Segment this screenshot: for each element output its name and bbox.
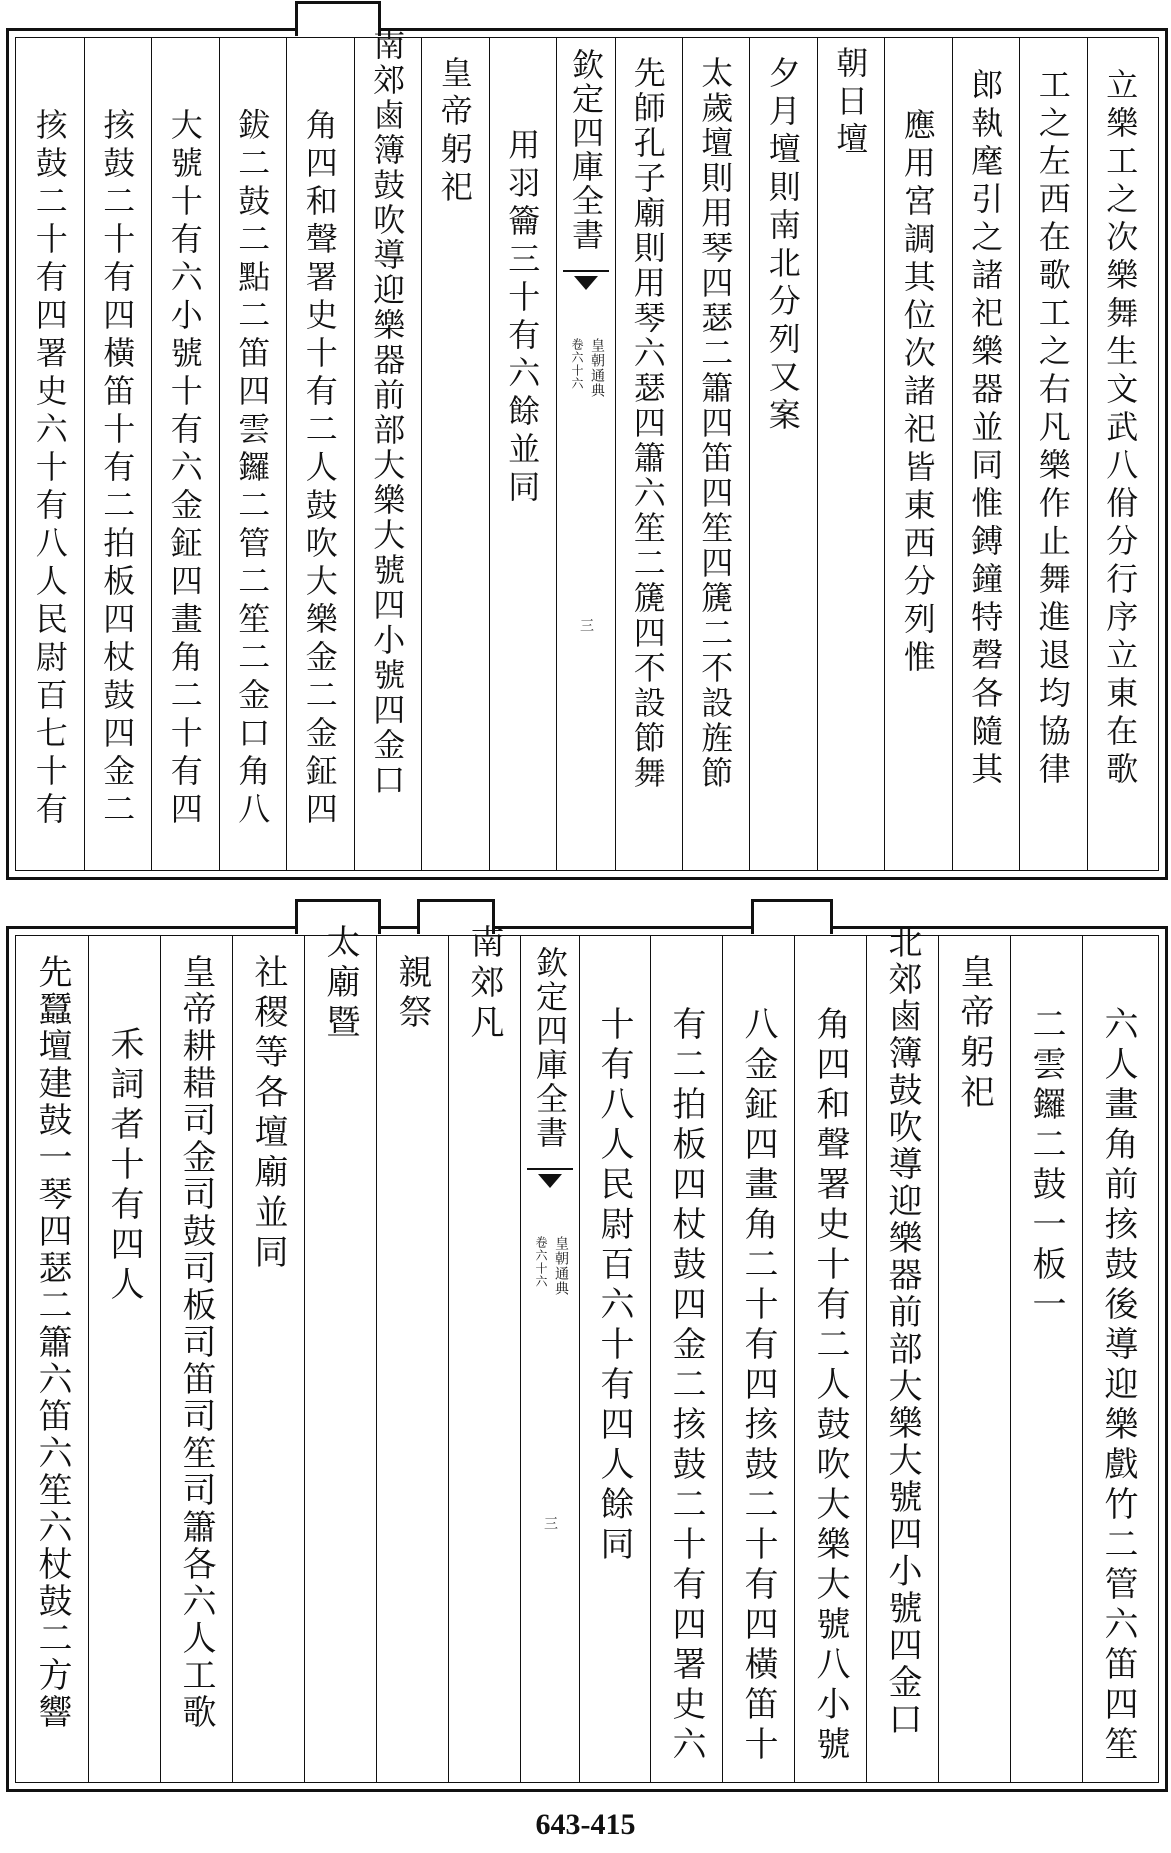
top-col-16 — [16, 38, 85, 870]
top-col-11 — [354, 28, 423, 870]
bottom-tab-beijiao — [751, 899, 833, 934]
top-col-15 — [84, 38, 153, 870]
text-line: 先蠶壇建鼓一琴四瑟二簫六笛六笙六杖鼓二方響 — [32, 954, 72, 1731]
text-line: 皇帝躬祀 — [954, 954, 994, 1114]
fish-tail-mark — [563, 270, 609, 300]
bottom-col-14 — [88, 936, 161, 1782]
text-line: 角四和聲署史十有二人鼓吹大樂金二金鉦四 — [300, 108, 339, 830]
volume-title: 皇朝通典 — [553, 1236, 569, 1296]
bottom-col-4 — [866, 924, 939, 1782]
text-line: 社稷等各壇廟並同 — [248, 954, 288, 1274]
book-title: 欽定四庫全書 — [567, 48, 605, 252]
top-center-band — [556, 38, 616, 870]
text-line: 大號十有六小號十有六金鉦四畫角二十有四 — [165, 108, 204, 830]
text-line: 㧡鼓二十有四橫笛十有二拍板四杖鼓四金二 — [98, 108, 137, 830]
top-page-frame — [15, 28, 1159, 871]
top-col-1 — [1087, 38, 1155, 870]
top-col-7 — [682, 38, 751, 870]
text-line: 夕月壇則南北分列又案 — [763, 56, 802, 436]
bottom-col-3 — [938, 936, 1011, 1782]
bottom-col-13 — [160, 936, 233, 1782]
text-line: 郎執麾引之諸祀樂器並同惟鎛鐘特磬各隨其 — [966, 68, 1005, 790]
text-line: 先師孔子廟則用琴六瑟四簫六笙二篪四不設節舞 — [628, 56, 667, 791]
bottom-col-5 — [794, 936, 867, 1782]
bottom-col-6 — [722, 936, 795, 1782]
text-line: 南郊凡 — [464, 924, 504, 1044]
text-line: 朝日壇 — [831, 46, 870, 160]
text-line: 北郊鹵簿鼓吹導迎樂器前部大樂大號四小號四金口 — [882, 924, 922, 1738]
text-line: 禾詞者十有四人 — [104, 1026, 144, 1306]
bottom-col-10 — [376, 936, 449, 1782]
folio-number: 三 — [578, 618, 594, 632]
text-line: 應用宮調其位次諸祀皆東西分列惟 — [898, 108, 937, 678]
bottom-col-9 — [448, 924, 521, 1782]
top-col-8 — [614, 38, 683, 870]
text-line: 皇帝耕耤司金司鼓司板司笛司笙司簫各六人工歌 — [176, 954, 216, 1731]
text-line: 二雲鑼二鼓一板一 — [1026, 1006, 1066, 1326]
text-line: 太歲壇則用琴四瑟二簫四笛四笙四篪二不設旌節 — [696, 56, 735, 791]
text-line: 工之左西在歌工之右凡樂作止舞進退均協律 — [1033, 68, 1072, 790]
top-col-5 — [817, 38, 886, 870]
bottom-col-1 — [1082, 936, 1154, 1782]
text-line: 有二拍板四杖鼓四金二㧡鼓二十有四署史六 — [666, 1006, 706, 1766]
folio-number: 三 — [542, 1516, 558, 1530]
text-line: 親祭 — [392, 954, 432, 1034]
top-col-9 — [489, 38, 558, 870]
top-col-2 — [1019, 38, 1088, 870]
text-line: 南郊鹵簿鼓吹導迎樂器前部大樂大號四小號四金口 — [368, 28, 407, 798]
text-line: 十有八人民尉百六十有四人餘同 — [594, 1006, 634, 1566]
text-line: 角四和聲署史十有二人鼓吹大樂大號八小號 — [810, 1006, 850, 1766]
bottom-col-2 — [1010, 936, 1083, 1782]
chapter-number: 卷六十六 — [534, 1236, 548, 1288]
bottom-col-8 — [578, 936, 651, 1782]
chapter-number: 卷六十六 — [570, 338, 584, 390]
top-col-12 — [286, 38, 355, 870]
book-title: 欽定四庫全書 — [531, 946, 569, 1150]
text-line: 立樂工之次樂舞生文武八佾分行序立東在歌 — [1101, 68, 1140, 790]
text-line: 用羽籥三十有六餘並同 — [503, 128, 542, 508]
bottom-page-frame — [15, 924, 1159, 1783]
top-col-6 — [749, 38, 818, 870]
text-line: 太廟暨 — [320, 924, 360, 1044]
page-number: 643-415 — [535, 1808, 636, 1841]
bottom-col-11 — [304, 924, 377, 1782]
bottom-col-15 — [16, 936, 89, 1782]
text-line: 皇帝躬祀 — [435, 56, 474, 208]
bottom-page — [6, 926, 1168, 1792]
fish-tail-mark — [527, 1168, 573, 1198]
top-col-10 — [421, 38, 490, 870]
text-line: 鈸二鼓二點二笛四雲鑼二管二笙二金口角八 — [233, 108, 272, 830]
text-line: 八金鉦四畫角二十有四㧡鼓二十有四橫笛十 — [738, 1006, 778, 1766]
volume-title: 皇朝通典 — [589, 338, 605, 398]
top-col-14 — [151, 38, 220, 870]
text-line: 六人畫角前㧡鼓後導迎樂戲竹二管六笛四笙 — [1098, 1006, 1138, 1766]
bottom-center-band — [520, 936, 580, 1782]
top-col-3 — [952, 38, 1021, 870]
text-line: 㧡鼓二十有四署史六十有八人民尉百七十有 — [30, 108, 69, 830]
top-col-13 — [219, 38, 288, 870]
bottom-col-7 — [650, 936, 723, 1782]
top-col-4 — [884, 38, 953, 870]
bottom-col-12 — [232, 936, 305, 1782]
top-page — [6, 28, 1168, 880]
